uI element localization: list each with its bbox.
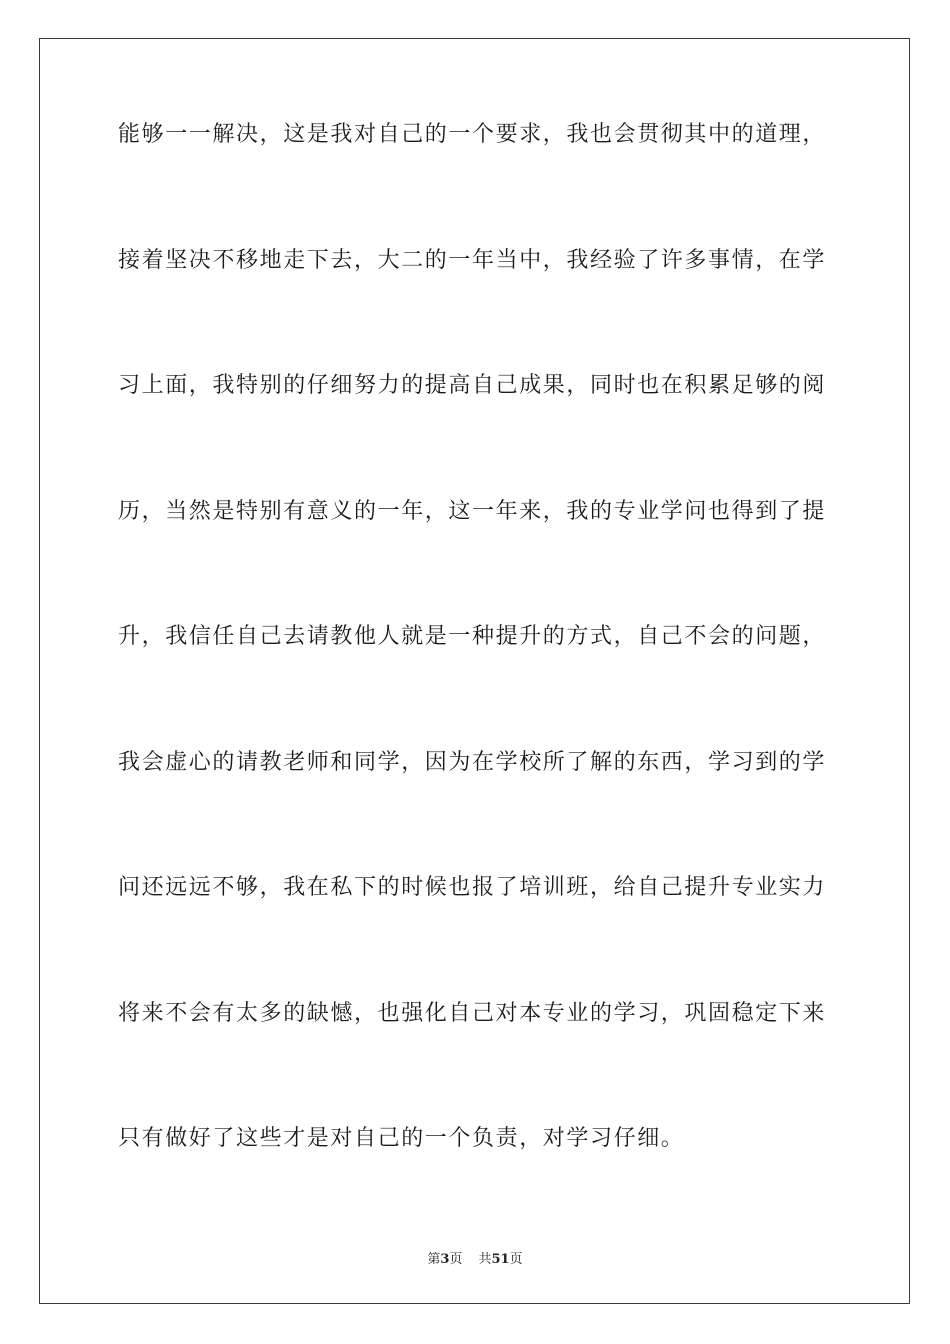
total-pages: 51 bbox=[491, 1252, 510, 1267]
text-line-2: 接着坚决不移地走下去，大二的一年当中，我经验了许多事情，在学 bbox=[118, 247, 827, 273]
text-line-7: 问还远远不够，我在私下的时候也报了培训班，给自己提升专业实力 bbox=[118, 875, 827, 900]
total-prefix: 共 bbox=[478, 1252, 492, 1267]
page-number: 3 bbox=[440, 1252, 450, 1267]
page-suffix: 页 bbox=[449, 1252, 463, 1267]
total-suffix: 页 bbox=[509, 1252, 523, 1267]
text-line-9: 只有做好了这些才是对自己的一个负责，对学习仔细。 bbox=[118, 1126, 685, 1151]
text-line-8: 将来不会有太多的缺憾，也强化自己对本专业的学习，巩固稳定下来 bbox=[118, 1000, 827, 1026]
text-line-6: 我会虚心的请教老师和同学，因为在学校所了解的东西，学习到的学 bbox=[118, 749, 827, 775]
text-line-1: 能够一一解决，这是我对自己的一个要求，我也会贯彻其中的道理， bbox=[118, 122, 827, 147]
document-body bbox=[118, 116, 838, 1246]
text-line-5: 升，我信任自己去请教他人就是一种提升的方式，自己不会的问题， bbox=[118, 624, 827, 649]
text-line-3: 习上面，我特别的仔细努力的提高自己成果，同时也在积累足够的阅 bbox=[118, 373, 827, 398]
text-line-4: 历，当然是特别有意义的一年，这一年来，我的专业学问也得到了提 bbox=[118, 498, 827, 524]
page-prefix: 第 bbox=[427, 1252, 441, 1267]
page-footer bbox=[0, 1248, 950, 1267]
